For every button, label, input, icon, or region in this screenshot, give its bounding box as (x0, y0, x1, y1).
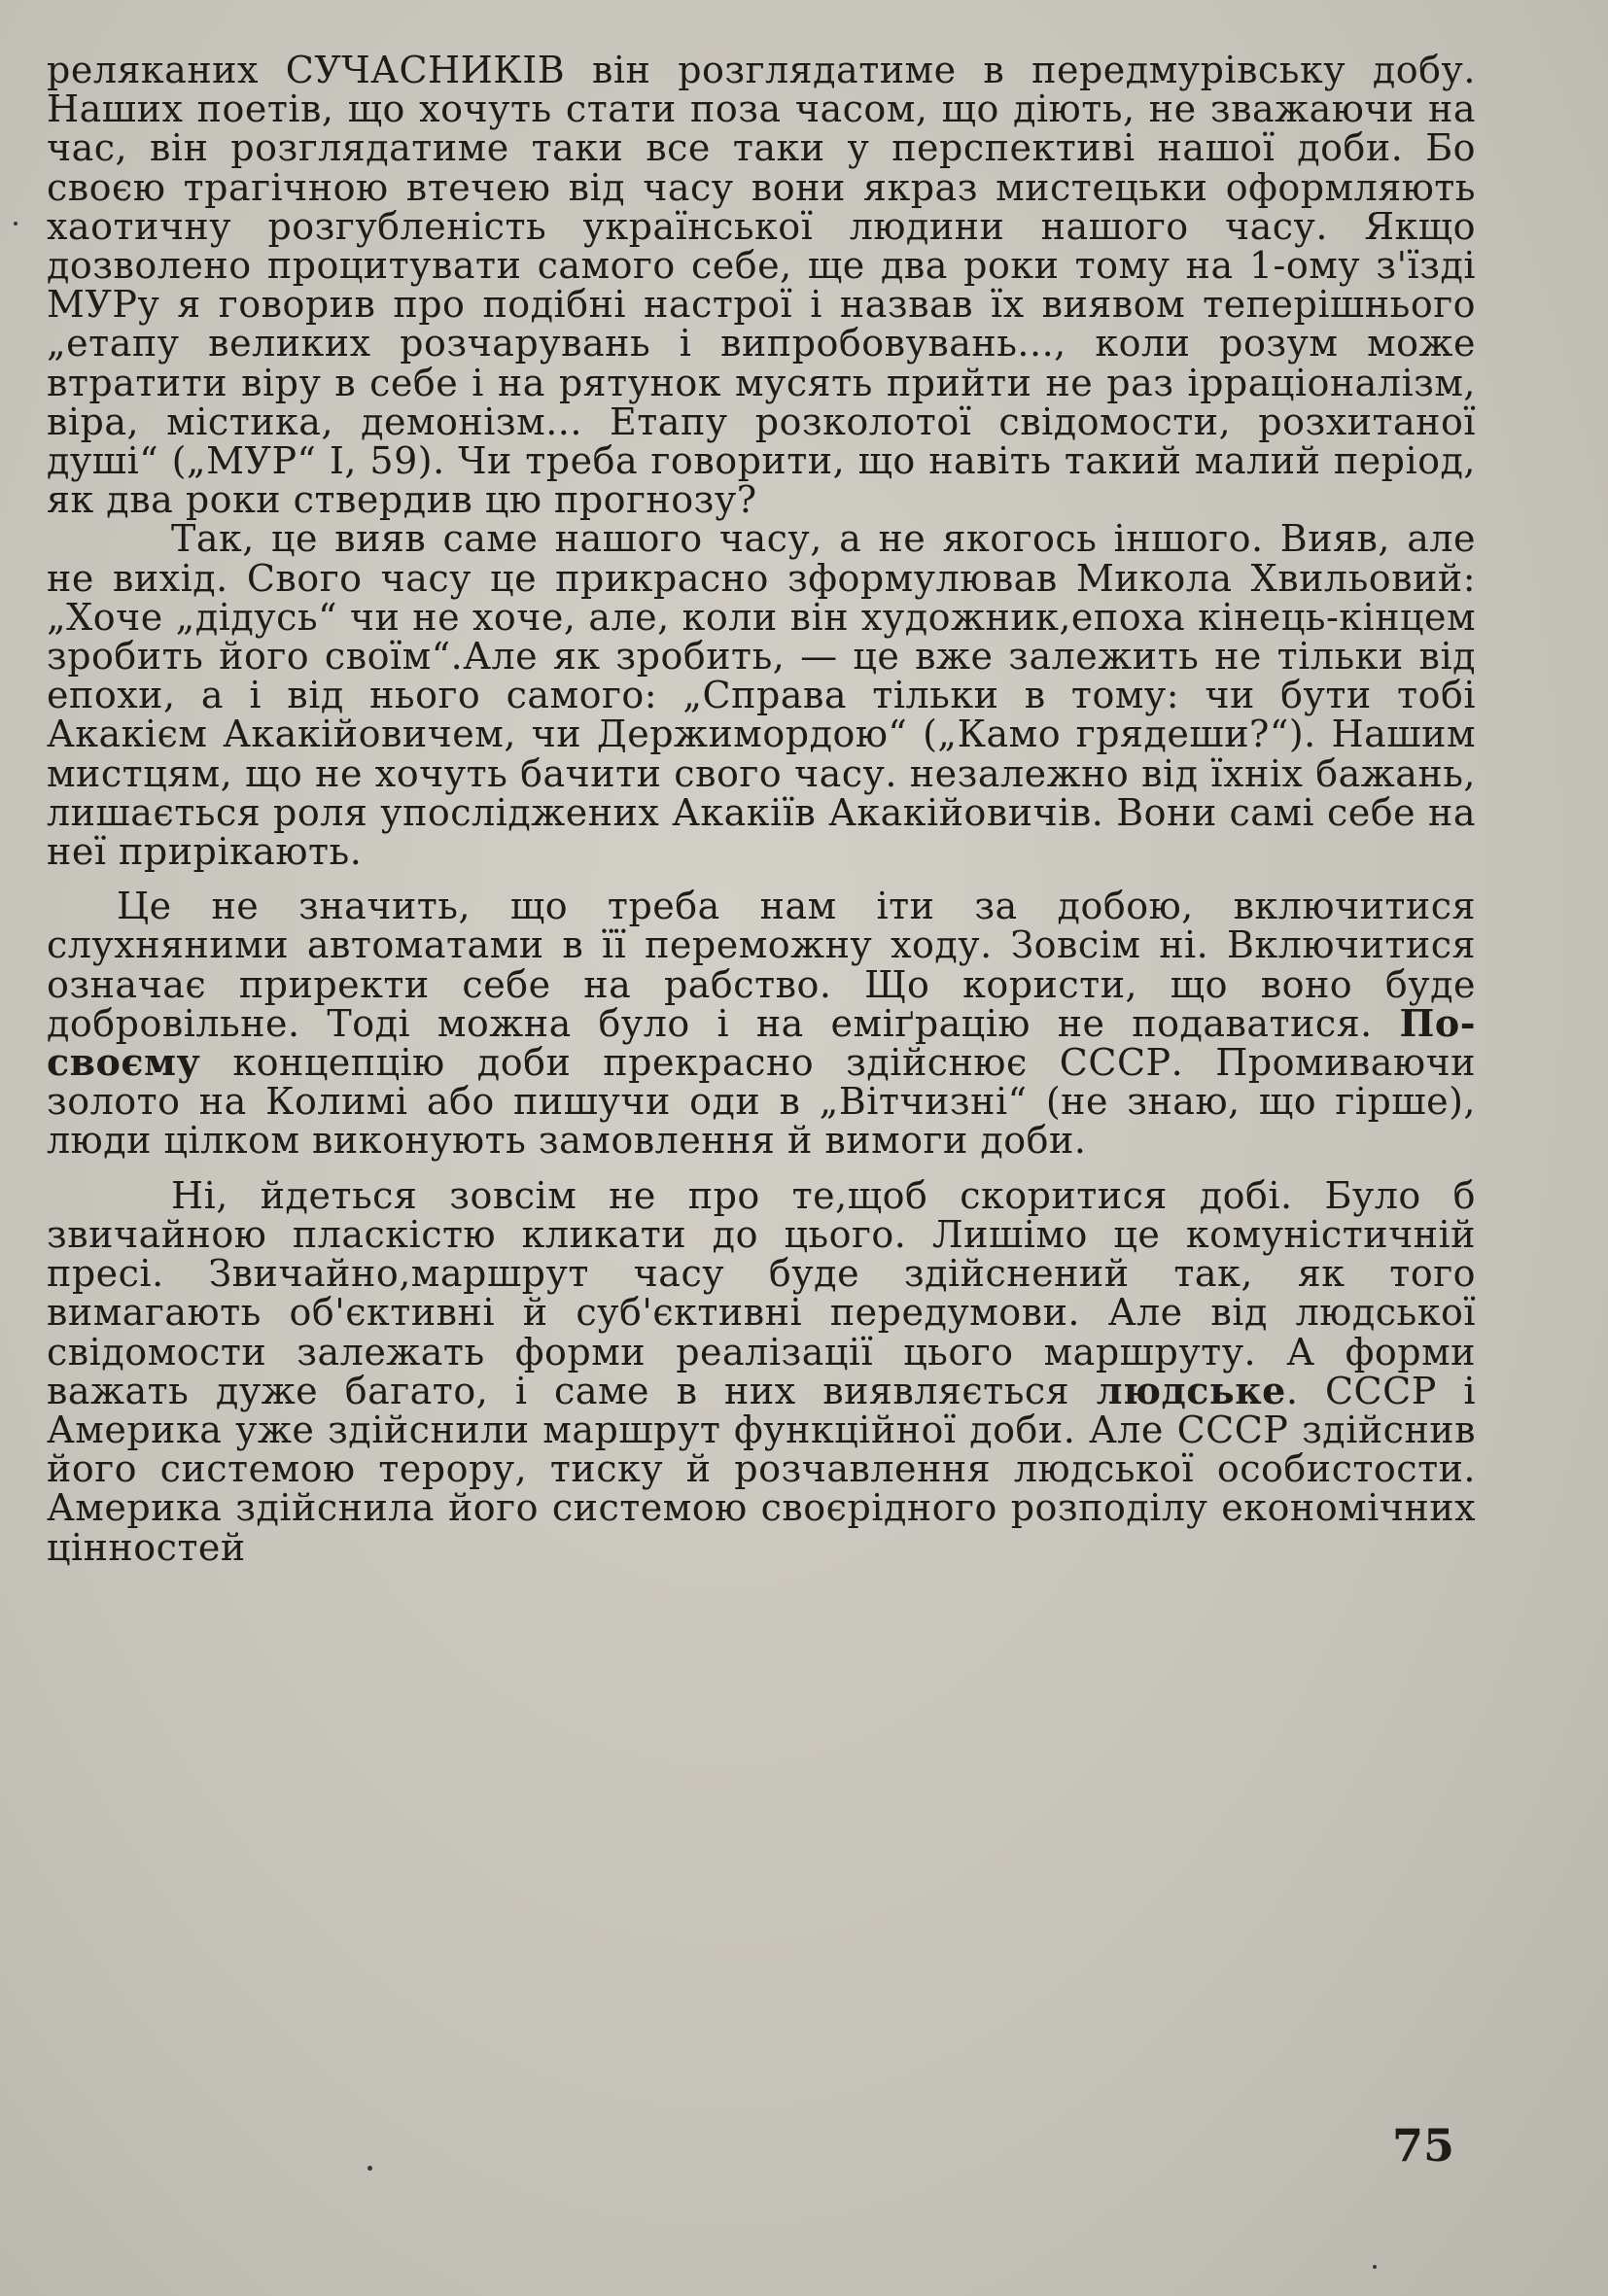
paragraph-3-text-a: Це не значить, що треба нам іти за добою, включитися слухняними автоматами в її переможну ходу. Зовсім ні. Включитися означає приректи себе на рабство. Що користи, що воно буде добровільне. Тоді можна було і на еміґрацію не подаватися. (47, 885, 1476, 1045)
page-body-text (47, 51, 1476, 1567)
paragraph-2: Так, це вияв саме нашого часу, а не якогось іншого. Вияв, але не вихід. Свого часу це прикрасно зформулював Микола Хвильовий:„Хоче „дідусь“ чи не хоче, але, коли він художник,епоха кінець-кінцем зробить його своїм“.Але як зробить, — це вже залежить не тільки від епохи, а і від нього самого: „Справа тільки в тому: чи бути тобі Акакієм Акакійовичем, чи Держимордою“ („Камо грядеши?“). Нашим мистцям, що не хочуть бачити свого часу. незалежно від їхніх бажань, лишається роля упосліджених Акакіїв Акакійовичів. Вони самі себе на неї прирікають. (47, 517, 1476, 874)
paragraph-4-text-b: . СССР і Америка уже здійснили маршрут функційної доби. Але СССР здійснив його системою терору, тиску й розчавлення людської особистости. Америка здійснила його системою своєрідного розподілу економічних цінностей (47, 1369, 1476, 1569)
page-number: 75 (1392, 2119, 1455, 2172)
paragraph-4 (47, 1173, 1476, 1569)
ink-speck (1373, 2265, 1377, 2269)
paragraph-3-emphasis: По-своєму (47, 1000, 1476, 1085)
paragraph-4-text-a: Ні, йдеться зовсім не про те,щоб скоритися добі. Було б звичайною пласкістю кликати до цього. Лишімо це комуністичній пресі. Звичайно,маршрут часу буде здійснений так, як того вимагають об'єктивні й суб'єктивні передумови. Але від людської свідомости залежать форми реалізації цього маршруту. А форми важать дуже багато, і саме в них виявляється (47, 1173, 1476, 1412)
paragraph-3-text-b: концепцію доби прекрасно здійснює СССР. Промиваючи золото на Колимі або пишучи оди в „Вітчизні“ (не знаю, що гірше), люди цілком виконують замовлення й вимоги доби. (47, 1041, 1476, 1163)
paragraph-3 (47, 885, 1476, 1163)
paragraph-1: реляканих СУЧАСНИКІВ він розглядатиме в передмурівську добу. Наших поетів, що хочуть стати поза часом, що діють, не зважаючи на час, він розглядатиме таки все таки у перспективі нашої доби. Бо своєю трагічною втечею від часу вони якраз мистецьки оформляють хаотичну розгубленість української людини нашого часу. Якщо дозволено процитувати самого себе, ще два роки тому на 1-ому з'їзді МУРу я говорив про подібні настрої і назвав їх виявом теперішнього „етапу великих розчарувань і випробовувань..., коли розум може втратити віру в себе і на рятунок мусять прийти не раз ірраціоналізм, віра, містика, демонізм... Етапу розколотої свідомости, розхитаної душі“ („МУР“ I, 59). Чи треба говорити, що навіть такий малий період, як два роки ствердив цю прогнозу? (47, 49, 1476, 522)
paragraph-4-emphasis: людське (1096, 1368, 1286, 1412)
ink-speck (14, 222, 17, 226)
ink-speck (367, 2166, 372, 2171)
